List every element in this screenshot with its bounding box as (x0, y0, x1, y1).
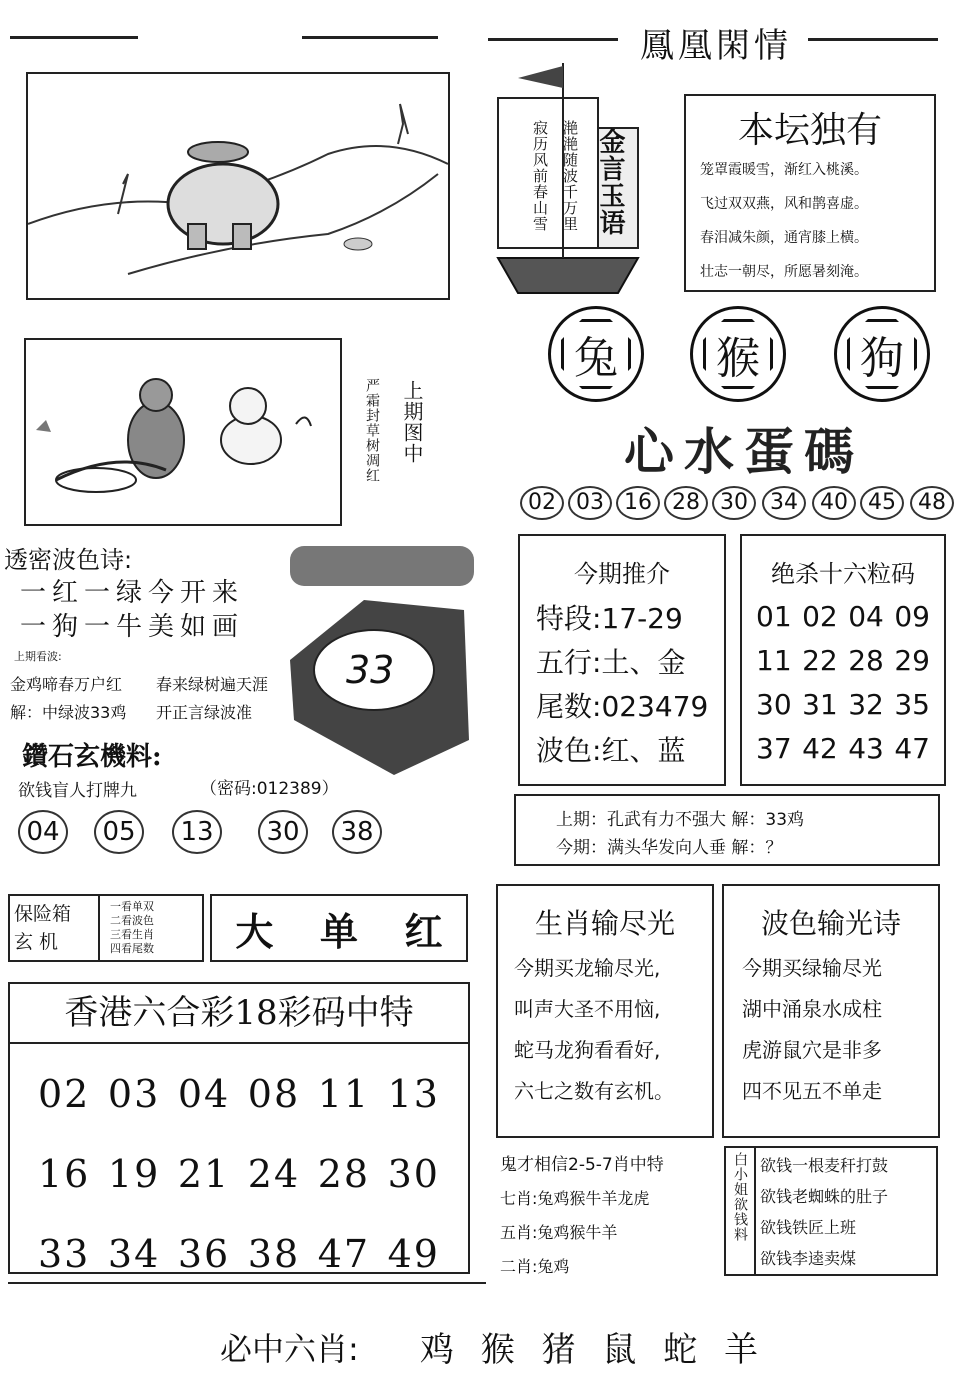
safe-box (8, 894, 204, 962)
lose-zodiac-line: 蛇马龙狗看看好, (514, 1038, 661, 1062)
diamond-riddle: 欲钱盲人打牌九 (18, 781, 137, 801)
recommend-key: 特段 (536, 602, 593, 635)
poem-last-line: 金鸡啼春万户红 (10, 675, 123, 694)
zodiac-badge (548, 306, 644, 402)
kill16-number: 28 (848, 644, 884, 677)
number-ball: 30 (712, 486, 756, 520)
recommend-row (536, 685, 724, 729)
hk-number: 03 (107, 1072, 161, 1116)
ship-line2: 寂历风前春山雪 (531, 120, 549, 232)
ghost-title: 鬼才相信2-5-7肖中特 (500, 1155, 664, 1175)
kill16-number: 37 (756, 732, 792, 765)
diamond-password: （密码:012389） (200, 779, 339, 799)
kill16-number: 35 (894, 688, 930, 721)
hk-box (8, 982, 470, 1274)
recommend-key: 尾数 (536, 690, 593, 723)
ghost-key: 五肖: (500, 1223, 538, 1242)
banner-box (684, 94, 936, 292)
recommend-row (536, 729, 724, 773)
kill16-number: 11 (756, 644, 792, 677)
kill16-title: 绝杀十六粒码 (771, 560, 915, 588)
kill16-number: 22 (802, 644, 838, 677)
ghost-value: 兔鸡 (537, 1257, 570, 1276)
lose-zodiac-line: 六七之数有玄机。 (514, 1079, 674, 1103)
number-ball: 34 (762, 486, 806, 520)
recommend-value: :023479 (592, 690, 709, 723)
lose-color-title: 波色输光诗 (760, 907, 901, 940)
hk-number: 19 (107, 1152, 161, 1196)
hk-number: 33 (38, 1232, 91, 1276)
kill16-row (756, 595, 930, 639)
zodiac-badge (834, 306, 930, 402)
recommend-row (536, 597, 724, 641)
ghost-key: 二肖: (500, 1257, 538, 1276)
recommend-value: :土、金 (592, 646, 686, 679)
big-red-char: 红 (404, 909, 443, 954)
lose-zodiac-box (496, 884, 714, 1138)
number-ball: 13 (172, 810, 222, 854)
ghost-row (500, 1216, 649, 1250)
zodiac-char: 兔 (574, 333, 618, 384)
hk-row (38, 1054, 440, 1134)
safe-hint: 三看生肖 (110, 928, 154, 941)
safe-label: 保险箱 (14, 903, 72, 925)
kill16-row (756, 639, 930, 683)
top-rule-3 (488, 38, 618, 41)
top-rule-4 (808, 38, 938, 41)
white-girl-label: 白小姐欲钱料 (732, 1152, 748, 1242)
zodiac-badge (690, 306, 786, 402)
top-rule-1 (10, 36, 138, 39)
number-ball: 28 (664, 486, 708, 520)
recommend-value: :17-29 (592, 602, 683, 635)
ghost-row (500, 1182, 649, 1216)
white-girl-line: 欲钱李逵卖煤 (760, 1249, 857, 1268)
footer-label: 必中六肖: (220, 1330, 359, 1368)
ghost-list (500, 1182, 649, 1284)
lose-zodiac-line: 今期买龙输尽光, (514, 956, 661, 980)
footer-zodiacs: 鸡 猴 猪 鼠 蛇 羊 (420, 1330, 767, 1370)
safe-hint: 二看波色 (110, 914, 154, 927)
hk-number: 08 (247, 1072, 301, 1116)
number-ball: 16 (616, 486, 660, 520)
recommend-box (518, 534, 726, 786)
safe-label: 玄 机 (14, 931, 59, 953)
number-ball: 30 (258, 810, 308, 854)
hk-number: 02 (38, 1072, 91, 1116)
kill16-number: 42 (802, 732, 838, 765)
big-red-char: 单 (319, 909, 358, 954)
hk-number: 21 (177, 1152, 231, 1196)
number-ball: 02 (520, 486, 564, 520)
white-girl-line: 欲钱一根麦秆打鼓 (760, 1156, 889, 1175)
riddle-last: 上期：孔武有力不强大 解：33鸡 (556, 810, 805, 830)
riddle-box (514, 794, 940, 866)
hk-title: 香港六合彩18彩码中特 (10, 984, 468, 1044)
hk-number: 49 (387, 1232, 440, 1276)
diamond-title: 鑽石玄機料: (22, 742, 162, 772)
lose-color-line: 湖中涌泉水成柱 (742, 997, 882, 1021)
hk-number: 34 (107, 1232, 161, 1276)
treasure-number: 33 (346, 648, 395, 692)
kill16-number: 31 (802, 688, 838, 721)
must-code-numbers (520, 486, 956, 522)
hk-number: 36 (177, 1232, 231, 1276)
ghost-value: 兔鸡猴牛羊 (537, 1223, 618, 1242)
recommend-title: 今期推介 (574, 560, 670, 588)
banner-line: 笼罩霞暖雪，渐红入桃溪。 (700, 162, 868, 178)
ship-title: 金言玉语 (595, 128, 625, 236)
ghost-row (500, 1250, 649, 1284)
poem-last-line: 开正言绿波准 (156, 703, 253, 722)
white-girl-line: 欲钱老蜘蛛的肚子 (760, 1187, 889, 1206)
kill16-row (756, 727, 930, 771)
big-red-box (210, 894, 468, 962)
last-image-label: 上期图中 (400, 380, 424, 464)
banner-line: 壮志一朝尽，所愿暑刻淹。 (700, 264, 868, 280)
number-ball: 48 (910, 486, 954, 520)
kill16-box (740, 534, 946, 786)
recommend-key: 波色 (536, 734, 593, 767)
number-ball: 40 (812, 486, 856, 520)
big-red-char: 大 (235, 909, 274, 954)
kill16-row (756, 683, 930, 727)
lose-color-line: 四不见五不单走 (742, 1079, 882, 1103)
zodiac-char: 狗 (860, 333, 904, 384)
kill16-number: 32 (848, 688, 884, 721)
lose-color-box (722, 884, 940, 1138)
kill16-number: 09 (894, 600, 930, 633)
poem-last-line: 春来绿树遍天涯 (156, 675, 269, 694)
snowman-illustration (24, 338, 342, 526)
safe-hint: 四看尾数 (110, 942, 154, 955)
banner-line: 春泪减朱颜，通宵膝上横。 (700, 230, 868, 246)
lose-zodiac-title: 生肖输尽光 (534, 907, 675, 940)
hk-number: 38 (247, 1232, 301, 1276)
kill16-number: 43 (848, 732, 884, 765)
recommend-key: 五行 (536, 646, 593, 679)
lose-color-line: 今期买绿输尽光 (742, 956, 882, 980)
lose-zodiac-line: 叫声大圣不用恼, (514, 997, 661, 1021)
hk-number: 47 (317, 1232, 371, 1276)
top-rule-2 (302, 36, 438, 39)
bottom-rule (8, 1282, 486, 1284)
kill16-number: 04 (848, 600, 884, 633)
hk-number: 30 (387, 1152, 440, 1196)
hk-number: 28 (317, 1152, 371, 1196)
ghost-key: 七肖: (500, 1189, 538, 1208)
lose-color-line: 虎游鼠穴是非多 (742, 1038, 882, 1062)
kill16-number: 01 (756, 600, 792, 633)
hk-number: 13 (387, 1072, 440, 1116)
number-ball: 05 (94, 810, 144, 854)
kill16-number: 47 (894, 732, 930, 765)
kill16-number: 30 (756, 688, 792, 721)
last-image-poem: 严霜封草树凋红 (364, 378, 380, 483)
zodiac-char: 猴 (716, 333, 760, 384)
kill16-number: 02 (802, 600, 838, 633)
ship-line1: 滟滟随波千万里 (561, 120, 579, 232)
recommend-value: :红、蓝 (592, 734, 686, 767)
poem-last-line: 解：中绿波33鸡 (10, 703, 127, 722)
banner-line: 飞过双双燕，风和鹊喜虚。 (700, 196, 868, 212)
kill16-number: 29 (894, 644, 930, 677)
number-ball: 04 (18, 810, 68, 854)
poem-title: 透密波色诗: (4, 546, 133, 574)
safe-hint: 一看单双 (110, 900, 154, 913)
white-girl-line: 欲钱铁匠上班 (760, 1218, 857, 1237)
number-ball: 45 (860, 486, 904, 520)
poem-last-label: 上期看波: (14, 650, 62, 663)
white-girl-box (724, 1146, 938, 1276)
hk-number: 16 (38, 1152, 91, 1196)
banner-title: 本坛独有 (737, 110, 882, 151)
hk-row (38, 1134, 440, 1214)
hk-number: 04 (177, 1072, 231, 1116)
ghost-value: 兔鸡猴牛羊龙虎 (537, 1189, 650, 1208)
recommend-row (536, 641, 724, 685)
number-ball: 38 (332, 810, 382, 854)
header-title: 鳳凰閑情 (640, 26, 792, 66)
hk-number: 11 (317, 1072, 371, 1116)
rhino-illustration (26, 72, 450, 300)
riddle-current: 今期：满头华发向人垂 解：？ (556, 838, 783, 858)
poem-line: 一狗一牛美如画 (20, 612, 245, 642)
hk-number: 24 (247, 1152, 301, 1196)
must-code-title: 心水蛋碼 (624, 423, 864, 481)
number-ball: 03 (568, 486, 612, 520)
poem-line: 一红一绿今开来 (20, 578, 245, 608)
